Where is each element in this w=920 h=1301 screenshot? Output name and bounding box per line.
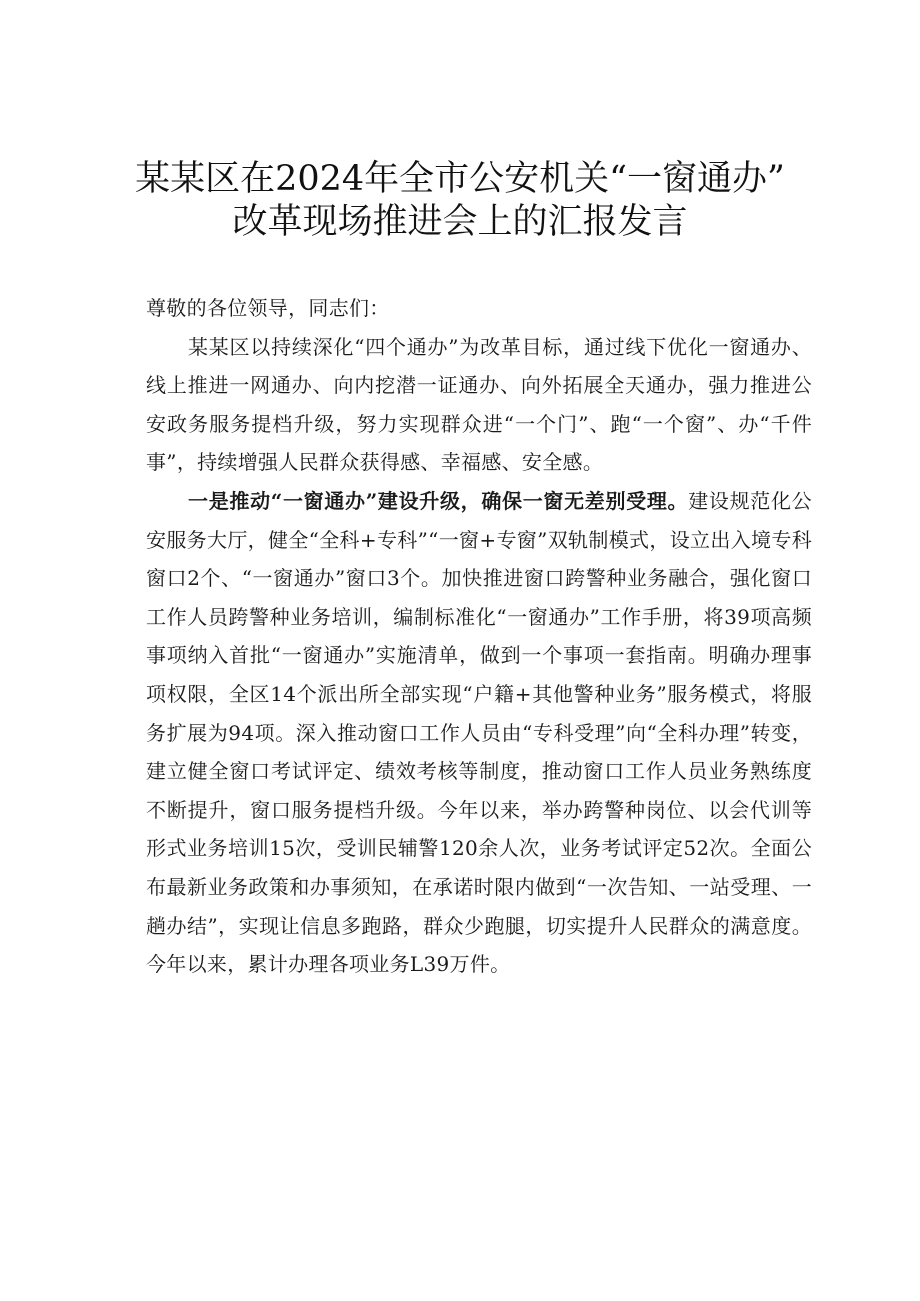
document-body xyxy=(146,289,812,984)
paragraph-intro: 某某区以持续深化“四个通办”为改革目标，通过线下优化一窗通办、线上推进一网通办、向内挖潜一证通办、向外拓展全天通办，强力推进公安政务服务提档升级，努力实现群众进“一个门”、跑“一个窗”、办“千件事”，持续增强人民群众获得感、幸福感、安全感。 xyxy=(146,334,812,475)
salutation: 尊敬的各位领导，同志们： xyxy=(146,296,390,320)
document-title-line-2: 改革现场推进会上的汇报发言 xyxy=(232,202,688,242)
paragraph-point-one-body: 建设规范化公安服务大厅，健全“全科+专科”“一窗+专窗”双轨制模式，设立出入境专科窗口2个、“一窗通办”窗口3个。加快推进窗口跨警种业务融合，强化窗口工作人员跨警种业务培训，编制标准化“一窗通办”工作手册，将39项高频事项纳入首批“一窗通办”实施清单，做到一个事项一套指南。明确办理事项权限，全区14个派出所全部实现“户籍+其他警种业务”服务模式，将服务扩展为94项。深入推动窗口工作人员由“专科受理”向“全科办理”转变，建立健全窗口考试评定、绩效考核等制度，推动窗口工作人员业务熟练度不断提升，窗口服务提档升级。今年以来，举办跨警种岗位、以会代训等形式业务培训15次，受训民辅警120余人次，业务考试评定52次。全面公布最新业务政策和办事须知，在承诺时限内做到“一次告知、一站受理、一趟办结”，实现让信息多跑路，群众少跑腿，切实提升人民群众的满意度。今年以来，累计办理各项业务L39万件。 xyxy=(146,488,812,977)
document-title-line-1: 某某区在2024年全市公安机关“一窗通办” xyxy=(135,159,785,199)
paragraph-point-one xyxy=(146,482,812,984)
document-title xyxy=(100,158,820,244)
paragraph-point-one-lead: 一是推动“一窗通办”建设升级，确保一窗无差别受理。 xyxy=(188,488,689,513)
